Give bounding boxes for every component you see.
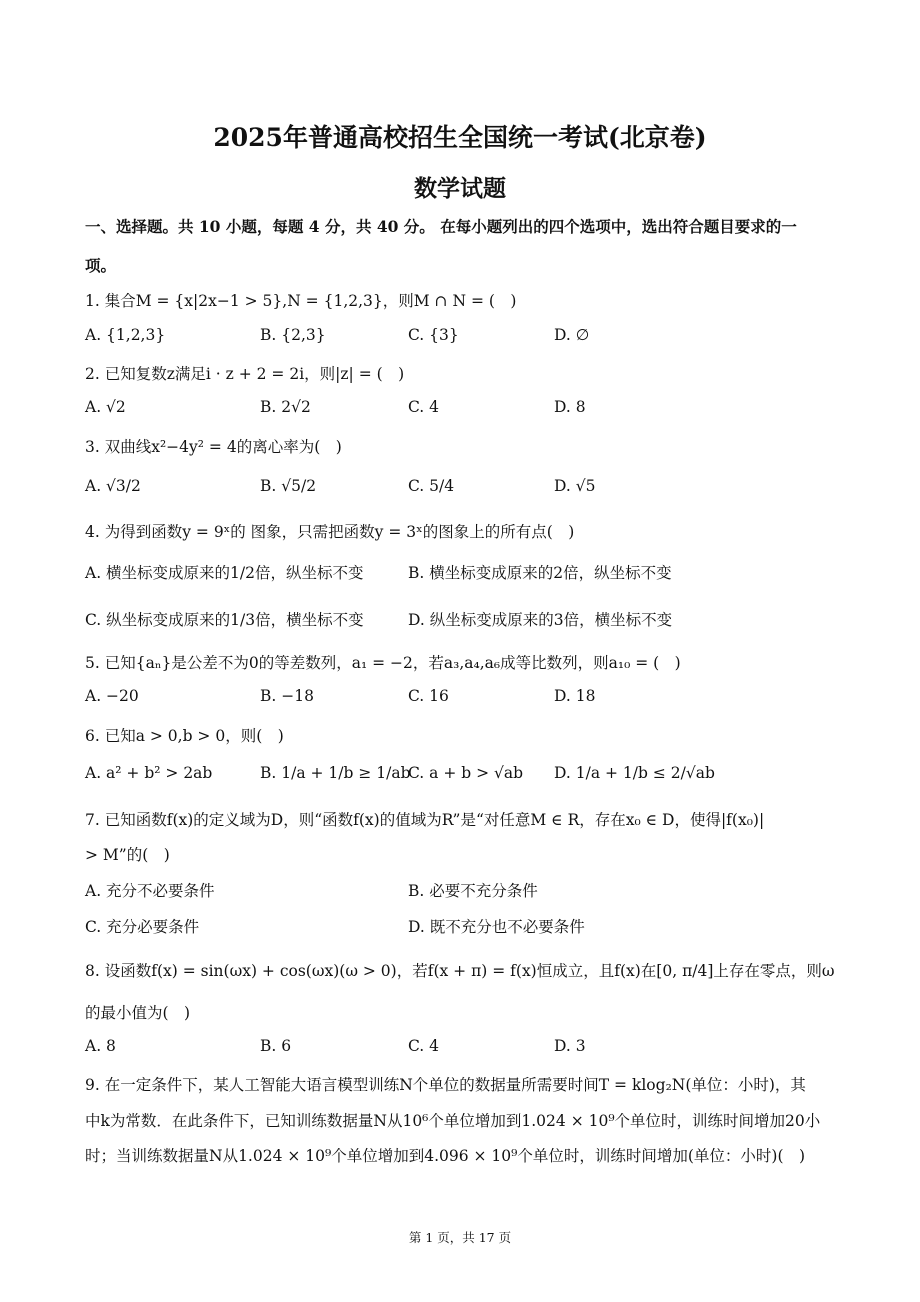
q5-option-d: D. 18 [554,687,596,705]
section-instructions-line2: 项。 [85,256,117,275]
q8-option-c: C. 4 [408,1037,440,1055]
q8-stem-line1: 8. 设函数f(x) = sin(ωx) + cos(ωx)(ω > 0)，若f(x + π) = f(x)恒成立，且f(x)在[0, π/4]上存在零点，则ω [85,962,835,980]
q2-stem: 2. 已知复数z满足i · z + 2 = 2i，则|z| = ( ) [85,365,405,383]
q3-option-b: B. √5/2 [260,477,317,495]
q1-option-a: A. {1,2,3} [85,326,166,344]
exam-subtitle: 数学试题 [414,175,506,202]
q2-option-a: A. √2 [85,398,126,416]
q5-option-c: C. 16 [408,687,449,705]
q8-stem-line2: 的最小值为( ) [85,1004,191,1022]
q7-stem-line1: 7. 已知函数f(x)的定义域为D，则“函数f(x)的值域为R”是“对任意M ∈ R，存在x₀ ∈ D，使得|f(x₀)| [85,811,765,829]
q7-option-c: C. 充分必要条件 [85,918,200,936]
q7-option-a: A. 充分不必要条件 [85,882,215,900]
q7-option-b: B. 必要不充分条件 [408,882,538,900]
q4-option-c: C. 纵坐标变成原来的1/3倍，横坐标不变 [85,611,364,629]
q4-stem: 4. 为得到函数y = 9ˣ的 图象，只需把函数y = 3ˣ的图象上的所有点( ) [85,523,575,541]
q1-stem: 1. 集合M = {x|2x−1 > 5},N = {1,2,3}，则M ∩ N = ( ) [85,292,517,310]
q5-option-a: A. −20 [85,687,139,705]
q4-option-d: D. 纵坐标变成原来的3倍，横坐标不变 [408,611,673,629]
q3-option-a: A. √3/2 [85,477,141,495]
section-instructions-line1: 一、选择题。共 10 小题，每题 4 分，共 40 分。 在每小题列出的四个选项中，选出符合题目要求的一 [85,217,797,236]
q7-stem-line2: > M”的( ) [85,846,170,864]
q8-option-a: A. 8 [85,1037,116,1055]
q1-option-c: C. {3} [408,326,459,344]
q1-option-d: D. ∅ [554,326,590,344]
q3-stem: 3. 双曲线x²−4y² = 4的离心率为( ) [85,438,342,456]
q3-option-d: D. √5 [554,477,596,495]
q2-option-c: C. 4 [408,398,440,416]
q6-option-c: C. a + b > √ab [408,764,524,782]
q1-option-b: B. {2,3} [260,326,326,344]
q8-option-b: B. 6 [260,1037,292,1055]
q8-option-d: D. 3 [554,1037,586,1055]
q9-stem-line3: 时；当训练数据量N从1.024 × 10⁹个单位增加到4.096 × 10⁹个单位时，训练时间增加(单位：小时)( ) [85,1147,806,1165]
q2-option-b: B. 2√2 [260,398,311,416]
q6-option-b: B. 1/a + 1/b ≥ 1/ab [260,764,411,782]
q9-stem-line2: 中k为常数．在此条件下，已知训练数据量N从10⁶个单位增加到1.024 × 10⁹个单位时，训练时间增加20小 [85,1112,821,1130]
q6-option-d: D. 1/a + 1/b ≤ 2/√ab [554,764,715,782]
q5-stem: 5. 已知{aₙ}是公差不为0的等差数列，a₁ = −2，若a₃,a₄,a₆成等比数列，则a₁₀ = ( ) [85,654,681,672]
q4-option-b: B. 横坐标变成原来的2倍，纵坐标不变 [408,564,672,582]
q6-option-a: A. a² + b² > 2ab [85,764,213,782]
q6-stem: 6. 已知a > 0,b > 0，则( ) [85,727,284,745]
q2-option-d: D. 8 [554,398,586,416]
page-footer: 第 1 页，共 17 页 [408,1230,512,1245]
q5-option-b: B. −18 [260,687,314,705]
q9-stem-line1: 9. 在一定条件下，某人工智能大语言模型训练N个单位的数据量所需要时间T = klog₂N(单位：小时)，其 [85,1076,806,1094]
q7-option-d: D. 既不充分也不必要条件 [408,918,585,936]
q4-option-a: A. 横坐标变成原来的1/2倍，纵坐标不变 [85,564,364,582]
exam-title: 2025年普通高校招生全国统一考试(北京卷) [213,123,707,152]
q3-option-c: C. 5/4 [408,477,455,495]
